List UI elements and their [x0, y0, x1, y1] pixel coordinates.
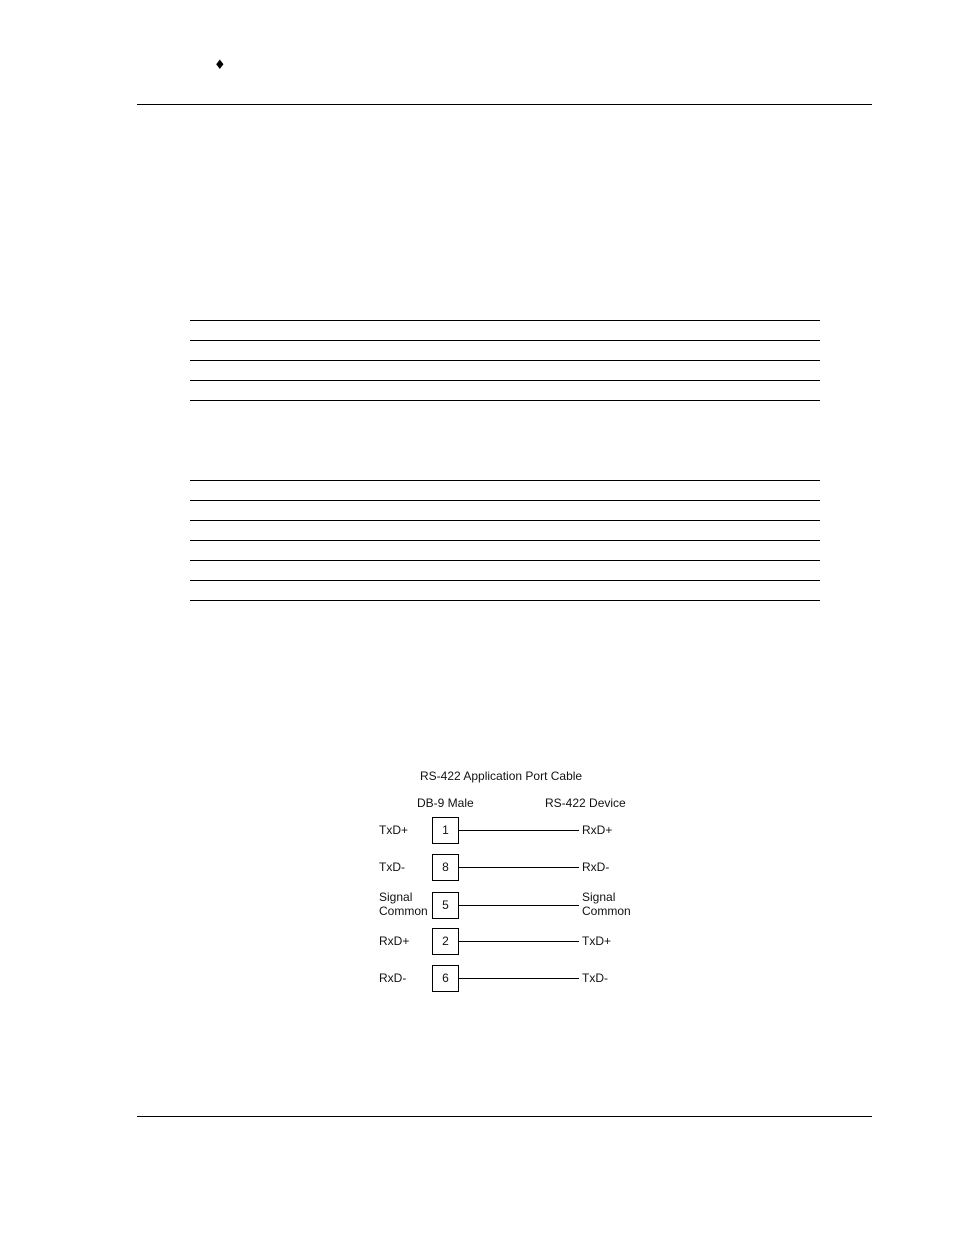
left-signal-label: Signal Common [379, 890, 428, 918]
pin-box: 8 [432, 854, 459, 881]
cable-wiring-diagram [360, 760, 660, 1000]
pin-box: 5 [432, 892, 459, 919]
table-2-rule [190, 540, 820, 541]
table-2-rule [190, 480, 820, 481]
header-bullet-icon: ♦ [214, 58, 226, 73]
table-2-rule [190, 520, 820, 521]
table-2-rule [190, 500, 820, 501]
pin-box: 1 [432, 817, 459, 844]
table-1-rule [190, 340, 820, 341]
wire [459, 941, 579, 942]
pin-box: 6 [432, 965, 459, 992]
wire [459, 867, 579, 868]
table-2-rule [190, 600, 820, 601]
wire [459, 830, 579, 831]
right-signal-label: TxD- [582, 971, 608, 985]
wire [459, 978, 579, 979]
footer-rule [137, 1116, 872, 1117]
left-heading: DB-9 Male [417, 796, 474, 810]
table-1-rule [190, 380, 820, 381]
left-signal-label: RxD+ [379, 934, 410, 948]
right-signal-label: TxD+ [582, 934, 612, 948]
header-rule [137, 104, 872, 105]
right-signal-label: RxD+ [582, 823, 613, 837]
right-signal-label: Signal Common [582, 890, 631, 918]
table-1-rule [190, 360, 820, 361]
wire [459, 905, 579, 906]
table-2-rule [190, 580, 820, 581]
right-heading: RS-422 Device [545, 796, 626, 810]
diagram-title: RS-422 Application Port Cable [420, 769, 583, 783]
table-1-rule [190, 320, 820, 321]
pin-box: 2 [432, 928, 459, 955]
left-signal-label: TxD+ [379, 823, 409, 837]
table-1-rule [190, 400, 820, 401]
left-signal-label: TxD- [379, 860, 405, 874]
table-2-rule [190, 560, 820, 561]
left-signal-label: RxD- [379, 971, 407, 985]
right-signal-label: RxD- [582, 860, 610, 874]
